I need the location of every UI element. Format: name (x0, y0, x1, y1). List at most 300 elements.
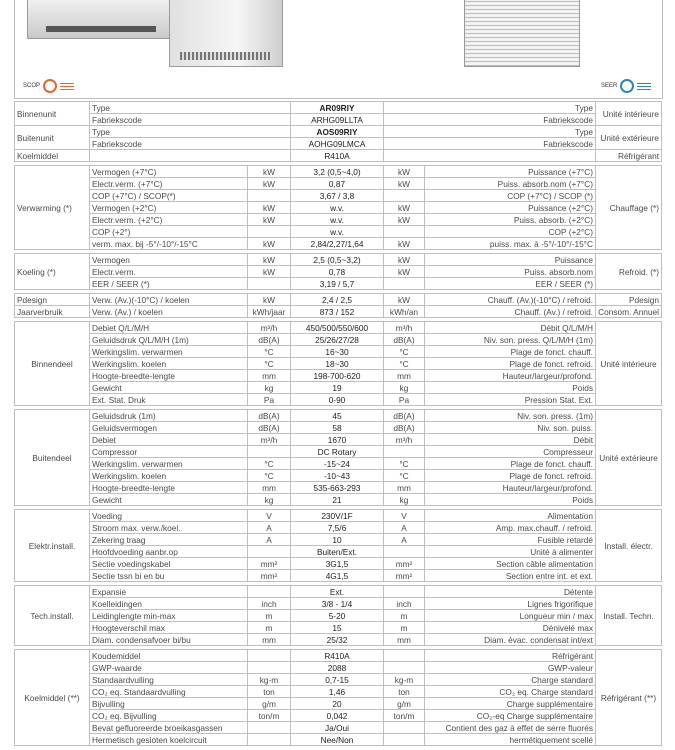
param-label: Gewicht (90, 494, 248, 506)
section-label-fr: Consom. Annuel (596, 306, 662, 318)
param-value: 2,84/2,27/1,64 (291, 238, 384, 250)
param-label-fr: Charge standard (425, 674, 596, 686)
param-label-fr: Lignes frigorifique (425, 598, 596, 610)
param-unit-fr: mm² (384, 558, 425, 570)
param-value: 3G1,5 (291, 558, 384, 570)
param-label: Geluidsvermogen (90, 422, 248, 434)
param-unit-fr: kW (384, 178, 425, 190)
param-label: verm. max. bij -5°/-10°/-15°C (90, 238, 248, 250)
param-label: Standaardvulling (90, 674, 248, 686)
param-unit-fr (384, 278, 425, 290)
param-unit: kg (248, 382, 291, 394)
param-label-fr: Section câble alimentation (425, 558, 596, 570)
param-unit (248, 446, 291, 458)
table-row (15, 178, 662, 190)
section-label-fr: Install. Techn. (596, 586, 662, 646)
table-row (15, 190, 662, 202)
param-unit: mm² (248, 558, 291, 570)
param-label-fr: puiss. max. à -5°/-10°/-15°C (425, 238, 596, 250)
param-label: Vermogen (+7°C) (90, 166, 248, 178)
param-unit: kW (248, 166, 291, 178)
param-value: 0,87 (291, 178, 384, 190)
scop-badge (23, 79, 74, 93)
param-unit-fr: kW (384, 266, 425, 278)
param-label: Debiet (90, 434, 248, 446)
param-unit: dB(A) (248, 410, 291, 422)
param-label-fr: Compresseur (425, 446, 596, 458)
param-unit-fr: dB(A) (384, 410, 425, 422)
param-label: Werkingslim. verwarmen (90, 346, 248, 358)
param-value: 535-663-293 (291, 482, 384, 494)
param-unit-fr: m (384, 622, 425, 634)
param-label: Werkingslim. verwarmen (90, 458, 248, 470)
table-row (15, 322, 662, 334)
param-label-fr: Longueur min / max (425, 610, 596, 622)
param-label-fr: Niv. son. puiss. (425, 422, 596, 434)
table-row (15, 546, 662, 558)
param-label: Diam. condensafvoer bi/bu (90, 634, 248, 646)
section-label: Buitendeel (15, 410, 90, 506)
param-unit-fr (384, 226, 425, 238)
param-label-fr: Plage de fonct. refroid. (425, 470, 596, 482)
param-label-fr: Section entre int. et ext. (425, 570, 596, 582)
param-unit: kW (248, 178, 291, 190)
param-label-fr: Diam. évac. condensat int/ext (425, 634, 596, 646)
param-label: Bijvulling (90, 698, 248, 710)
param-label: Koelleidingen (90, 598, 248, 610)
param-label: Vermogen (90, 254, 248, 266)
param-unit-fr: Pa (384, 394, 425, 406)
table-row (15, 238, 662, 250)
param-value: 25/32 (291, 634, 384, 646)
table-row (15, 522, 662, 534)
param-unit (248, 650, 291, 662)
param-value: 3/8 - 1/4 (291, 598, 384, 610)
param-value: 873 / 152 (291, 306, 384, 318)
param-unit (248, 226, 291, 238)
section-label-fr: Chauffage (*) (596, 166, 662, 250)
param-unit-fr (384, 662, 425, 674)
table-row (15, 634, 662, 646)
param-label: CO₂ eq. Standaardvulling (90, 686, 248, 698)
row-label-fr: Fabriekscode (384, 114, 596, 126)
param-unit-fr: kWh/an (384, 306, 425, 318)
param-unit-fr: kW (384, 238, 425, 250)
param-label-fr: Chauff. (Av.) / refroid. (425, 306, 596, 318)
heat-waves-icon (60, 82, 74, 90)
param-label-fr: Hauteur/largeur/profond. (425, 482, 596, 494)
param-label-fr: Unité à alimenter (425, 546, 596, 558)
param-label: Hoogte-breedte-lengte (90, 370, 248, 382)
row-label: Type (90, 102, 291, 114)
table-row (15, 558, 662, 570)
param-label: COP (+7°C) / SCOP(*) (90, 190, 248, 202)
param-label: Leidinglengte min-max (90, 610, 248, 622)
param-value: Ja/Oui (291, 722, 384, 734)
param-unit: kW (248, 214, 291, 226)
table-row (15, 698, 662, 710)
param-label-fr: Débit (425, 434, 596, 446)
param-label: Debiet Q/L/M/H (90, 322, 248, 334)
param-unit-fr (384, 190, 425, 202)
param-value: 3,19 / 5,7 (291, 278, 384, 290)
param-unit-fr: dB(A) (384, 334, 425, 346)
param-label-fr: Contient des gaz à effet de serre fluorés (425, 722, 596, 734)
table-row (15, 254, 662, 266)
param-unit-fr (384, 650, 425, 662)
param-unit-fr: kW (384, 214, 425, 226)
table-row (15, 446, 662, 458)
param-unit-fr: ton (384, 686, 425, 698)
row-group-label: Koelmiddel (15, 150, 90, 162)
table-row (15, 494, 662, 506)
param-unit: kW (248, 202, 291, 214)
param-unit-fr: m³/h (384, 322, 425, 334)
param-unit-fr: °C (384, 346, 425, 358)
param-value: 2088 (291, 662, 384, 674)
param-value: 1,46 (291, 686, 384, 698)
indoor-unit-side-image (169, 0, 283, 67)
param-unit-fr: °C (384, 458, 425, 470)
table-row (15, 686, 662, 698)
table-row (15, 358, 662, 370)
spec-table (14, 101, 662, 746)
row-label: Fabriekscode (90, 114, 291, 126)
param-unit: °C (248, 470, 291, 482)
param-value: -10~43 (291, 470, 384, 482)
param-unit: A (248, 522, 291, 534)
param-label: Stroom max. verw./koel. (90, 522, 248, 534)
param-value: 3,2 (0,5~4,0) (291, 166, 384, 178)
param-unit (248, 734, 291, 746)
table-row (15, 458, 662, 470)
param-label: Sectie tssn bi en bu (90, 570, 248, 582)
param-unit-fr (384, 586, 425, 598)
param-unit-fr: mm (384, 370, 425, 382)
param-value: 19 (291, 382, 384, 394)
param-label-fr: EER / SEER (*) (425, 278, 596, 290)
param-unit (248, 662, 291, 674)
param-label-fr: Alimentation (425, 510, 596, 522)
row-label (90, 150, 291, 162)
section-label-fr: Unité extérieure (596, 410, 662, 506)
param-unit-fr: kg (384, 382, 425, 394)
param-unit-fr: ton/m (384, 710, 425, 722)
param-unit-fr: m (384, 610, 425, 622)
table-row (15, 734, 662, 746)
row-group-label-fr: Réfrigérant (596, 150, 662, 162)
param-label-fr: Charge supplémentaire (425, 698, 596, 710)
table-row (15, 278, 662, 290)
param-unit-fr: g/m (384, 698, 425, 710)
param-label-fr: COP (+7°C) / SCOP (*) (425, 190, 596, 202)
param-value: w.v. (291, 226, 384, 238)
param-unit-fr: mm (384, 634, 425, 646)
param-value: 21 (291, 494, 384, 506)
param-value: 0,042 (291, 710, 384, 722)
param-label: Verw. (Av.)(-10°C) / koelen (90, 294, 248, 306)
table-row (15, 598, 662, 610)
section-label: Jaarverbruik (15, 306, 90, 318)
param-unit-fr (384, 734, 425, 746)
param-value: 18~30 (291, 358, 384, 370)
param-unit: A (248, 534, 291, 546)
row-value: ARHG09LLTA (291, 114, 384, 126)
row-label-fr: Type (384, 126, 596, 138)
section-label: Koelmiddel (**) (15, 650, 90, 746)
param-label-fr: Réfrigérant (425, 650, 596, 662)
param-unit: kg (248, 494, 291, 506)
param-label-fr: Puissance (+2°C) (425, 202, 596, 214)
table-row (15, 214, 662, 226)
param-value: 45 (291, 410, 384, 422)
param-unit-fr: inch (384, 598, 425, 610)
param-unit: m (248, 622, 291, 634)
param-value: w.v. (291, 214, 384, 226)
param-unit: dB(A) (248, 422, 291, 434)
param-unit: kWh/jaar (248, 306, 291, 318)
section-label: Verwarming (*) (15, 166, 90, 250)
table-row (15, 710, 662, 722)
param-label: Electr.verm. (+7°C) (90, 178, 248, 190)
table-row (15, 534, 662, 546)
param-label-fr: GWP-valeur (425, 662, 596, 674)
row-label-fr: Type (384, 102, 596, 114)
seer-label: SEER (601, 83, 618, 89)
param-unit: dB(A) (248, 334, 291, 346)
param-label: Hermetisch gesloten koelcircuit (90, 734, 248, 746)
table-row (15, 586, 662, 598)
param-unit-fr: A (384, 534, 425, 546)
row-group-label-fr: Unité extérieure (596, 126, 662, 150)
param-value: 0-90 (291, 394, 384, 406)
param-label-fr: Plage de fonct. chauff. (425, 346, 596, 358)
param-unit-fr: °C (384, 358, 425, 370)
table-row (15, 266, 662, 278)
table-row (15, 202, 662, 214)
param-label: Werkingslim. koelen (90, 470, 248, 482)
param-unit: mm (248, 370, 291, 382)
param-value: 0,78 (291, 266, 384, 278)
param-label-fr: Niv. son. press. Q/L/M/H (1m) (425, 334, 596, 346)
param-unit-fr: kW (384, 166, 425, 178)
indoor-unit-image (27, 0, 179, 39)
table-row (15, 410, 662, 422)
param-value: 230V/1F (291, 510, 384, 522)
section-label: Elektr.install. (15, 510, 90, 582)
param-value: Ext. (291, 586, 384, 598)
param-unit: Pa (248, 394, 291, 406)
heating-icon (43, 79, 57, 93)
param-unit (248, 278, 291, 290)
param-unit (248, 722, 291, 734)
param-label-fr: Puiss. absorb.nom (+7°C) (425, 178, 596, 190)
param-unit-fr (384, 446, 425, 458)
param-unit-fr: kW (384, 202, 425, 214)
param-label: Geluidsdruk (1m) (90, 410, 248, 422)
param-value: Buiten/Ext. (291, 546, 384, 558)
param-unit-fr: V (384, 510, 425, 522)
param-label: Voeding (90, 510, 248, 522)
row-group-label: Buitenunit (15, 126, 90, 150)
param-unit: °C (248, 346, 291, 358)
param-value: 15 (291, 622, 384, 634)
table-row (15, 674, 662, 686)
param-value: 7,5/6 (291, 522, 384, 534)
param-value: 4G1,5 (291, 570, 384, 582)
param-unit-fr (384, 722, 425, 734)
param-label-fr: Détente (425, 586, 596, 598)
param-label-fr: Puiss. absorb. (+2°C) (425, 214, 596, 226)
param-label: Koudemiddel (90, 650, 248, 662)
table-row (15, 662, 662, 674)
table-row (15, 470, 662, 482)
param-label: Werkingslim. koelen (90, 358, 248, 370)
param-unit: ton/m (248, 710, 291, 722)
param-label: Zekering traag (90, 534, 248, 546)
param-unit-fr: kW (384, 294, 425, 306)
section-label-fr: Install. électr. (596, 510, 662, 582)
outdoor-unit-image (464, 0, 580, 67)
param-value: 20 (291, 698, 384, 710)
table-row (15, 150, 662, 162)
param-value: 3,67 / 3,8 (291, 190, 384, 202)
param-value: 1670 (291, 434, 384, 446)
param-value: 25/26/27/28 (291, 334, 384, 346)
row-value: AOS09RIY (291, 126, 384, 138)
param-label: Hoogteverschil max (90, 622, 248, 634)
param-label-fr: Puissance (+7°C) (425, 166, 596, 178)
param-label: Bevat gefluoreerde broeikasgassen (90, 722, 248, 734)
param-unit: m (248, 610, 291, 622)
section-label: Binnendeel (15, 322, 90, 406)
param-label: Hoofdvoeding aanbr.op (90, 546, 248, 558)
table-row (15, 114, 662, 126)
param-unit: g/m (248, 698, 291, 710)
param-value: 450/500/550/600 (291, 322, 384, 334)
param-label-fr: Niv. son. press. (1m) (425, 410, 596, 422)
param-unit: kW (248, 266, 291, 278)
param-label-fr: Dénivelé max (425, 622, 596, 634)
param-unit-fr: mm (384, 482, 425, 494)
param-label-fr: Plage de fonct. chauff. (425, 458, 596, 470)
table-row (15, 166, 662, 178)
param-unit: mm (248, 634, 291, 646)
table-row (15, 722, 662, 734)
param-label-fr: Fusible retardé (425, 534, 596, 546)
section-label-fr: Réfrigérant (**) (596, 650, 662, 746)
param-label-fr: Poids (425, 494, 596, 506)
row-label: Fabriekscode (90, 138, 291, 150)
table-row (15, 570, 662, 582)
param-label: Expansie (90, 586, 248, 598)
param-label: Electr.verm. (90, 266, 248, 278)
param-value: 2,4 / 2,5 (291, 294, 384, 306)
row-value: AOHG09LMCA (291, 138, 384, 150)
param-label: Sectie voedingskabel (90, 558, 248, 570)
table-row (15, 434, 662, 446)
row-label: Type (90, 126, 291, 138)
param-value: 198-700-620 (291, 370, 384, 382)
param-value: 16~30 (291, 346, 384, 358)
param-label-fr: Puissance (425, 254, 596, 266)
param-unit: kg-m (248, 674, 291, 686)
seer-badge (601, 79, 651, 93)
table-row (15, 306, 662, 318)
param-label: EER / SEER (*) (90, 278, 248, 290)
param-unit-fr: A (384, 522, 425, 534)
param-label: GWP-waarde (90, 662, 248, 674)
param-unit-fr: m³/h (384, 434, 425, 446)
param-value: 58 (291, 422, 384, 434)
param-value: 10 (291, 534, 384, 546)
param-value: Nee/Non (291, 734, 384, 746)
param-label: Ext. Stat. Druk (90, 394, 248, 406)
param-label-fr: Débit Q/L/M/H (425, 322, 596, 334)
section-label: Koeling (*) (15, 254, 90, 290)
table-row (15, 138, 662, 150)
param-label-fr: Pression Stat. Ext. (425, 394, 596, 406)
table-row (15, 126, 662, 138)
param-value: 5-20 (291, 610, 384, 622)
param-unit: mm² (248, 570, 291, 582)
section-label: Tech.install. (15, 586, 90, 646)
param-unit: m³/h (248, 434, 291, 446)
param-unit (248, 546, 291, 558)
param-unit: m³/h (248, 322, 291, 334)
param-value: -15~24 (291, 458, 384, 470)
param-value: DC Rotary (291, 446, 384, 458)
param-unit: inch (248, 598, 291, 610)
table-row (15, 294, 662, 306)
param-unit: kW (248, 294, 291, 306)
param-label: CO₂ eq. Bijvulling (90, 710, 248, 722)
param-label: Gewicht (90, 382, 248, 394)
param-unit-fr: kg (384, 494, 425, 506)
table-row (15, 382, 662, 394)
param-unit: V (248, 510, 291, 522)
table-row (15, 482, 662, 494)
param-value: 2,5 (0,5~3,2) (291, 254, 384, 266)
row-label-fr (384, 150, 596, 162)
param-label: Vermogen (+2°C) (90, 202, 248, 214)
param-unit: mm (248, 482, 291, 494)
cooling-icon (620, 79, 634, 93)
table-row (15, 334, 662, 346)
product-image-panel (14, 0, 663, 99)
table-row (15, 422, 662, 434)
param-label-fr: COP (+2°C) (425, 226, 596, 238)
param-label-fr: CO₂-eq Charge supplémentaire (425, 710, 596, 722)
param-unit-fr: dB(A) (384, 422, 425, 434)
param-label: Compressor (90, 446, 248, 458)
param-label-fr: Plage de fonct. refroid. (425, 358, 596, 370)
param-unit (248, 190, 291, 202)
param-value: w.v. (291, 202, 384, 214)
table-row (15, 394, 662, 406)
cool-waves-icon (637, 82, 651, 90)
table-row (15, 102, 662, 114)
row-value: R410A (291, 150, 384, 162)
param-label-fr: Chauff. (Av.)(-10°C) / refroid. (425, 294, 596, 306)
param-value: 0,7-15 (291, 674, 384, 686)
param-unit: °C (248, 358, 291, 370)
param-unit: kW (248, 238, 291, 250)
row-label-fr: Fabriekscode (384, 138, 596, 150)
table-row (15, 622, 662, 634)
param-label-fr: Poids (425, 382, 596, 394)
param-label: COP (+2°) (90, 226, 248, 238)
